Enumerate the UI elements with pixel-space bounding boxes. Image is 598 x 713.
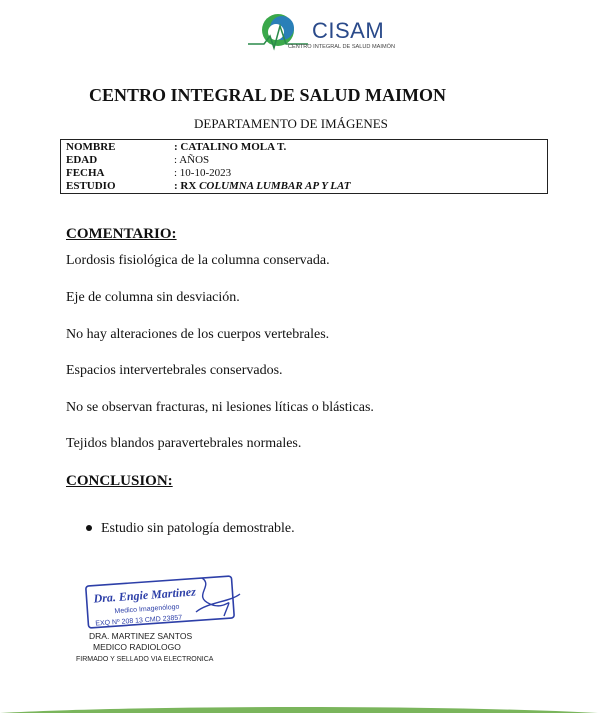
comentario-line: Eje de columna sin desviación. — [66, 290, 240, 305]
comentario-line: Lordosis fisiológica de la columna conservada. — [66, 253, 330, 268]
signer-name: DRA. MARTINEZ SANTOS — [89, 631, 193, 641]
footer-decoration — [0, 703, 598, 713]
signature-stamp — [84, 572, 246, 630]
stamp-exq: EXQ Nº 208 13 CMD 23857 — [95, 614, 183, 628]
logo-subtitle: CENTRO INTEGRAL DE SALUD MAIMÓN — [288, 44, 396, 50]
logo-name: CISAM — [312, 18, 385, 43]
estudio-row — [66, 180, 350, 192]
stamp-title: Medico Imagenólogo — [114, 603, 180, 616]
estudio-label: ESTUDIO — [66, 180, 116, 192]
nombre-value: : CATALINO MOLA T. — [174, 141, 287, 153]
department-title: DEPARTAMENTO DE IMÁGENES — [194, 116, 388, 131]
comentario-line: No hay alteraciones de los cuerpos vertebrales. — [66, 327, 330, 342]
fecha-label: FECHA — [66, 167, 105, 179]
conclusion-item — [86, 521, 295, 537]
document-title: CENTRO INTEGRAL DE SALUD MAIMON — [89, 85, 447, 105]
footer-curve — [0, 707, 598, 713]
patient-info-box — [60, 139, 548, 194]
edad-label: EDAD — [66, 154, 98, 166]
fecha-row — [66, 167, 231, 179]
nombre-label: NOMBRE — [66, 141, 116, 153]
edad-value: : AÑOS — [174, 154, 210, 166]
nombre-row — [66, 141, 286, 153]
stamp-name: Dra. Engie Martinez — [93, 584, 197, 606]
bullet-icon — [86, 525, 92, 531]
edad-row — [66, 154, 209, 166]
signature-note: FIRMADO Y SELLADO VIA ELECTRONICA — [76, 656, 214, 663]
conclusion-item-text: Estudio sin patología demostrable. — [101, 521, 295, 536]
estudio-prefix: : RX — [174, 180, 200, 192]
conclusion-heading: CONCLUSION: — [66, 473, 173, 489]
estudio-value: COLUMNA LUMBAR AP Y LAT — [199, 180, 351, 192]
fecha-value: : 10-10-2023 — [174, 167, 232, 179]
comentario-line: Tejidos blandos paravertebrales normales. — [66, 436, 302, 451]
comentario-heading: COMENTARIO: — [66, 226, 177, 242]
comentario-line: Espacios intervertebrales conservados. — [66, 363, 283, 378]
signer-title: MEDICO RADIOLOGO — [93, 642, 181, 652]
comentario-line: No se observan fracturas, ni lesiones líticas o blásticas. — [66, 400, 374, 415]
